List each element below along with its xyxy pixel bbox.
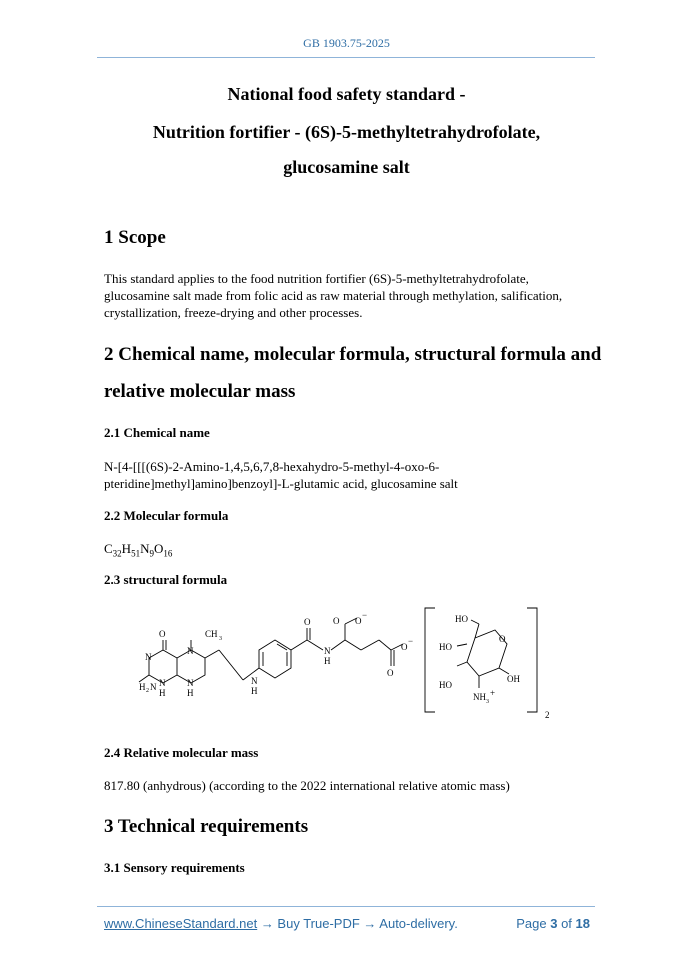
svg-text:NH: NH xyxy=(473,692,486,702)
svg-text:O: O xyxy=(304,617,311,627)
scope-line: crystallization, freeze-drying and other processes. xyxy=(104,305,363,320)
molecular-formula-heading: 2.2 Molecular formula xyxy=(104,508,229,523)
scope-heading: 1 Scope xyxy=(104,227,166,248)
svg-text:N: N xyxy=(187,646,194,656)
svg-text:O: O xyxy=(387,668,394,678)
structural-formula-heading: 2.3 structural formula xyxy=(104,572,228,587)
svg-text:N: N xyxy=(145,652,152,662)
footer-tagline: → Buy True-PDF → Auto-delivery. xyxy=(257,916,458,931)
section-3-heading: 3 Technical requirements xyxy=(104,816,309,837)
chemical-name-heading: 2.1 Chemical name xyxy=(104,425,210,440)
footer-divider xyxy=(97,906,595,907)
svg-text:HO: HO xyxy=(439,680,452,690)
svg-text:N: N xyxy=(324,646,331,656)
scope-paragraph xyxy=(104,270,590,321)
sensory-requirements-heading: 3.1 Sensory requirements xyxy=(104,860,245,875)
svg-text:3: 3 xyxy=(486,699,489,705)
svg-text:O: O xyxy=(401,642,408,652)
svg-text:CH: CH xyxy=(205,629,218,639)
scope-line: This standard applies to the food nutrition fortifier (6S)-5-methyltetrahydrofolate, xyxy=(104,271,529,286)
svg-text:+: + xyxy=(490,688,496,698)
svg-text:HO: HO xyxy=(455,614,468,624)
site-link[interactable]: www.ChineseStandard.net xyxy=(104,916,258,931)
svg-text:H: H xyxy=(251,686,258,696)
svg-text:2: 2 xyxy=(146,688,149,694)
svg-text:N: N xyxy=(150,682,157,692)
svg-text:H: H xyxy=(159,688,166,698)
page-indicator: Page 3 of 18 xyxy=(516,916,590,931)
structural-formula-diagram xyxy=(135,600,565,730)
chemical-name-line: pteridine]methyl]amino]benzoyl]-L-glutamic acid, glucosamine salt xyxy=(104,476,458,491)
relative-mass-heading: 2.4 Relative molecular mass xyxy=(104,745,259,760)
svg-text:OH: OH xyxy=(507,674,520,684)
section-2-heading-line-2: relative molecular mass xyxy=(104,381,296,402)
chemical-name-line: N-[4-[[[(6S)-2-Amino-1,4,5,6,7,8-hexahydro-5-methyl-4-oxo-6- xyxy=(104,459,440,474)
svg-text:O: O xyxy=(499,634,506,644)
svg-text:H: H xyxy=(139,682,146,692)
title-line-1: National food safety standard - xyxy=(227,84,466,104)
svg-text:−: − xyxy=(362,610,368,620)
svg-text:H: H xyxy=(324,656,331,666)
section-2-heading-line-1: 2 Chemical name, molecular formula, structural formula and xyxy=(104,344,602,365)
svg-text:N: N xyxy=(159,678,166,688)
svg-text:O: O xyxy=(355,616,362,626)
footer xyxy=(104,916,590,931)
svg-text:O: O xyxy=(333,616,340,626)
svg-text:H: H xyxy=(187,688,194,698)
chemical-name-paragraph xyxy=(104,458,590,492)
svg-text:N: N xyxy=(187,678,194,688)
scope-line: glucosamine salt made from folic acid as raw material through methylation, salification, xyxy=(104,288,563,303)
svg-text:−: − xyxy=(408,636,414,646)
svg-text:3: 3 xyxy=(219,636,222,642)
svg-text:2: 2 xyxy=(545,710,550,720)
title-line-3: glucosamine salt xyxy=(283,157,410,177)
header-divider xyxy=(97,57,595,58)
svg-text:O: O xyxy=(159,629,166,639)
title-line-2: Nutrition fortifier - (6S)-5-methyltetrahydrofolate, xyxy=(152,122,541,142)
svg-text:N: N xyxy=(251,676,258,686)
document-code-header: GB 1903.75-2025 xyxy=(303,36,390,50)
molecular-formula: $C_{32}H_{51}N_9O_{16}$ xyxy=(104,541,173,559)
svg-text:HO: HO xyxy=(439,642,452,652)
relative-mass-text: 817.80 (anhydrous) (according to the 2022 international relative atomic mass) xyxy=(104,778,510,793)
